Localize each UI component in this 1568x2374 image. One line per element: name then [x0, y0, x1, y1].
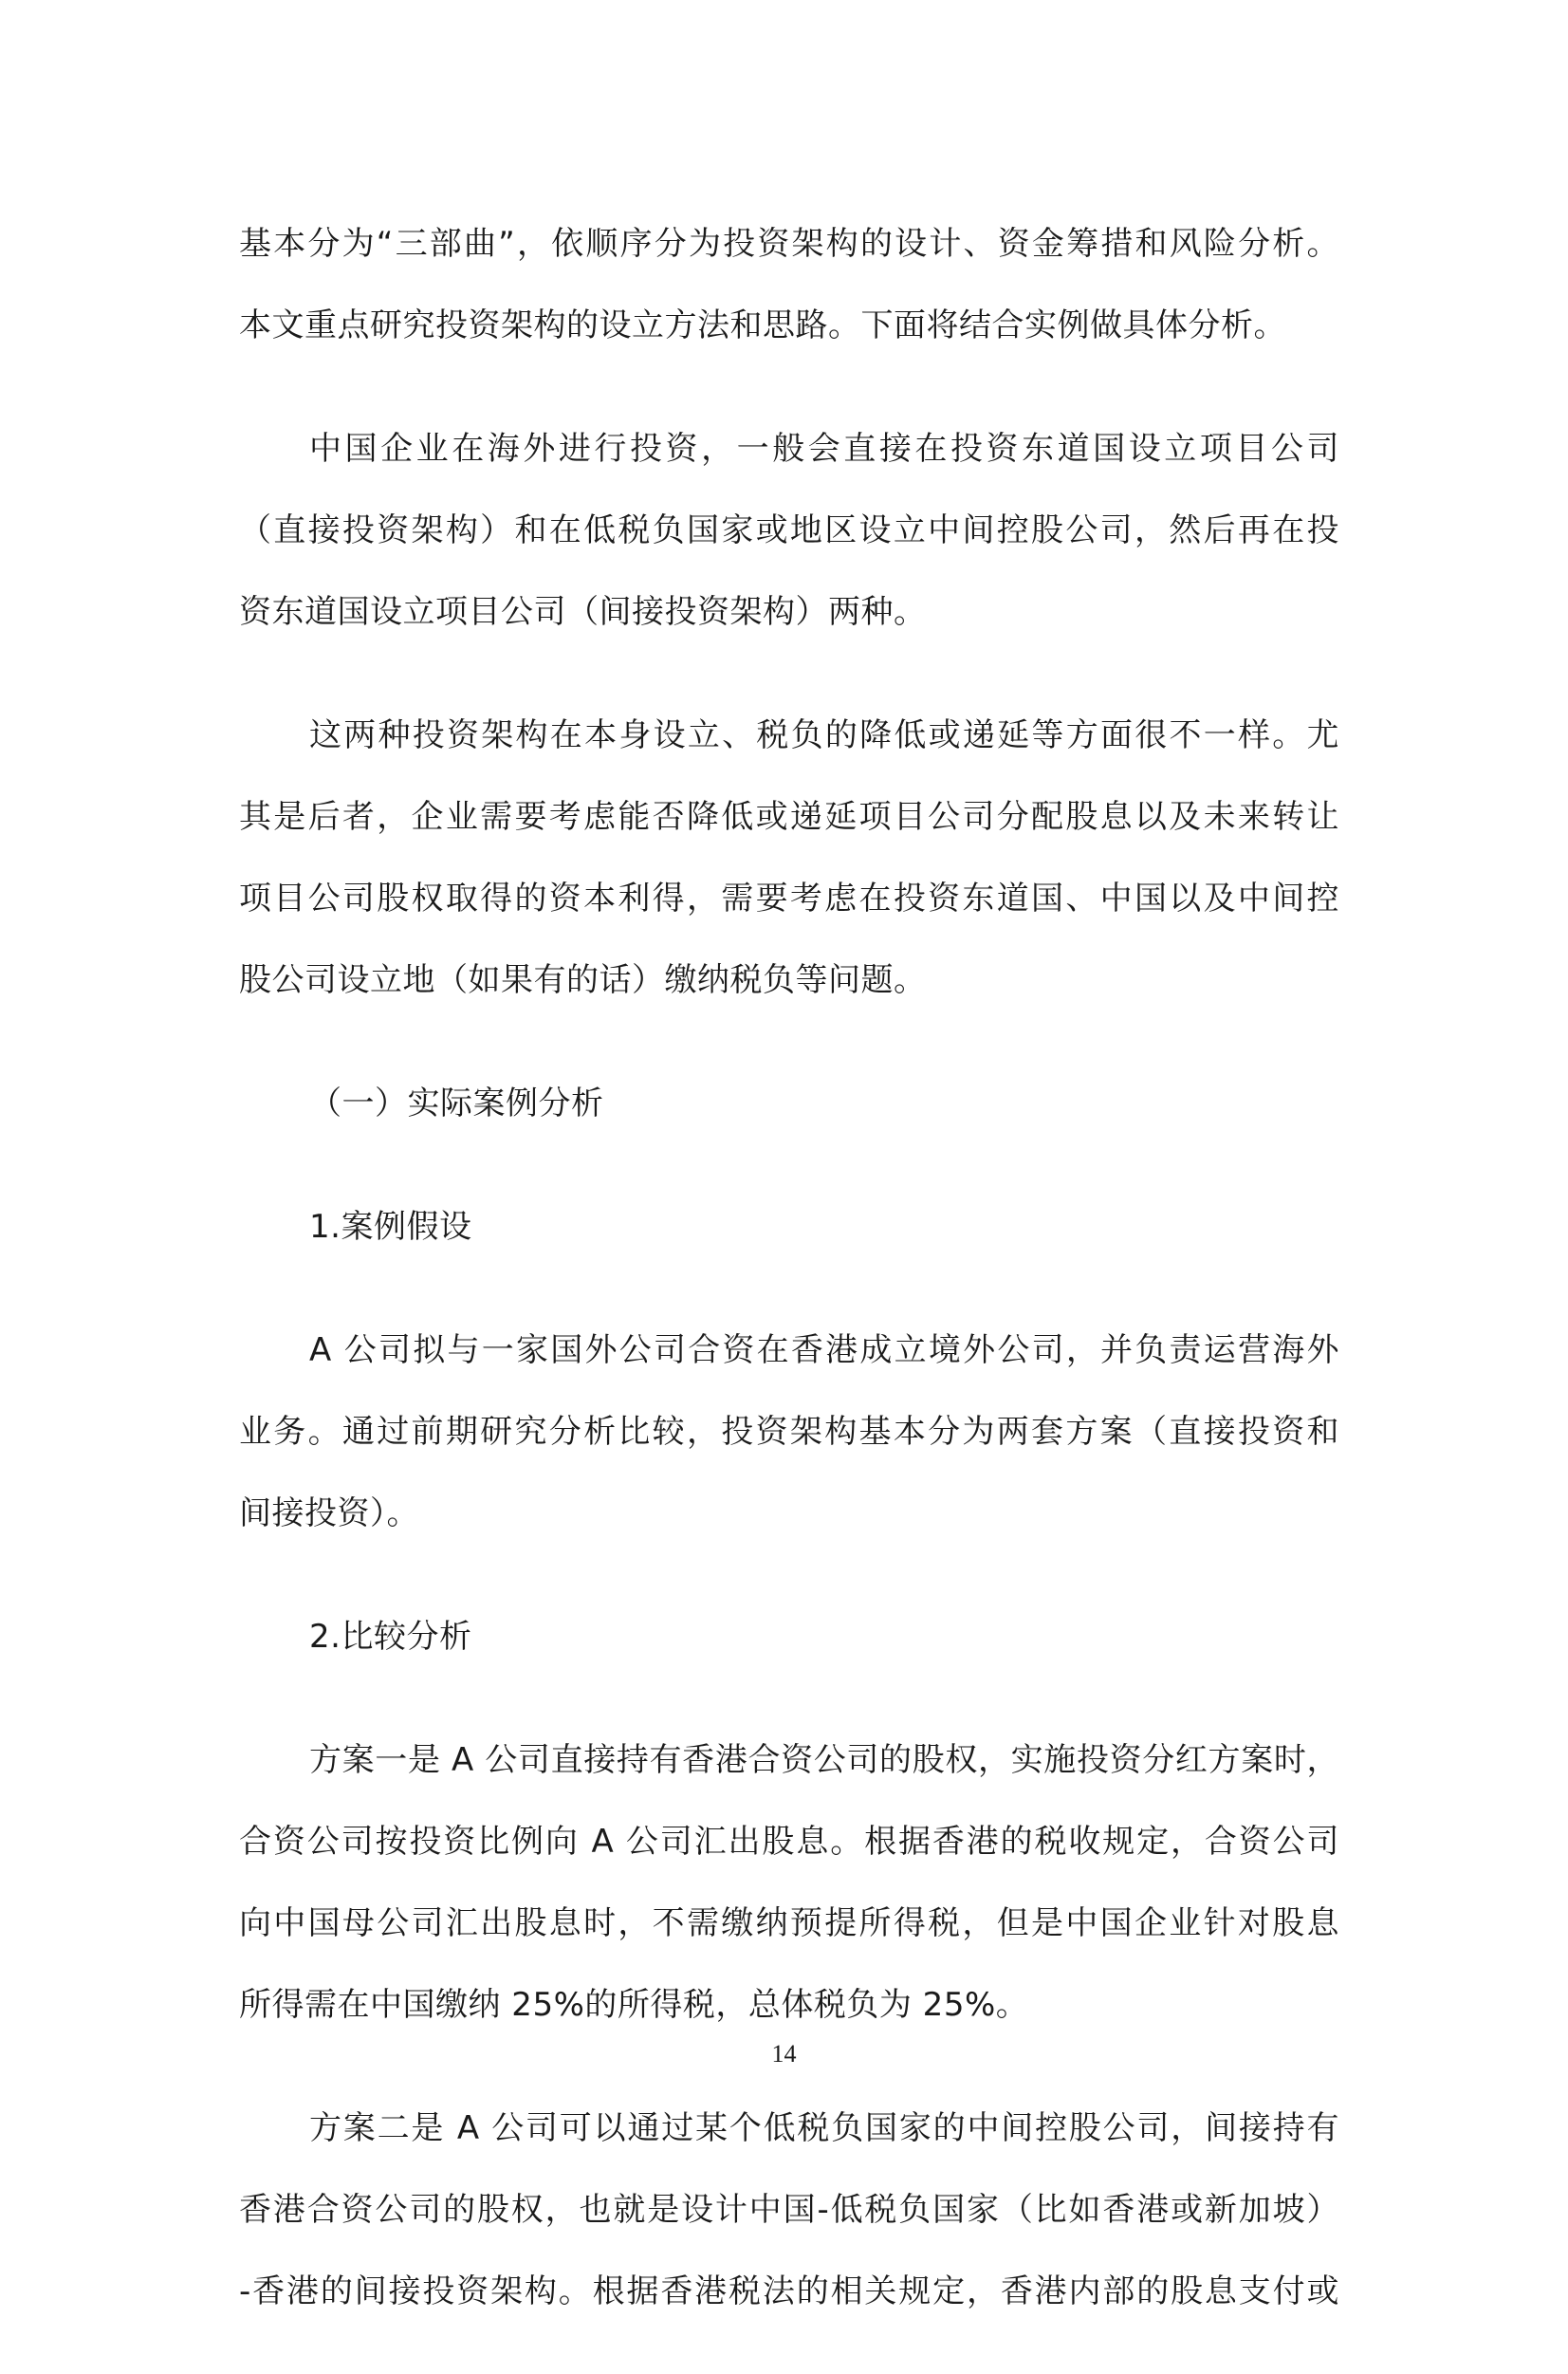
text-line: 业务。通过前期研究分析比较，投资架构基本分为两套方案（直接投资和 [239, 1413, 1339, 1451]
paragraph-plan-one [239, 1719, 1339, 2046]
text-line: 向中国母公司汇出股息时，不需缴纳预提所得税，但是中国企业针对股息 [239, 1904, 1339, 1942]
text-line: 方案二是 A 公司可以通过某个低税负国家的中间控股公司，间接持有 [309, 2109, 1339, 2147]
text-line: 这两种投资架构在本身设立、税负的降低或递延等方面很不一样。尤 [309, 716, 1339, 754]
text-line: 本文重点研究投资架构的设立方法和思路。下面将结合实例做具体分析。 [239, 306, 1286, 344]
text-line: （直接投资架构）和在低税负国家或地区设立中间控股公司，然后再在投 [239, 511, 1339, 549]
text-line: 方案一是 A 公司直接持有香港合资公司的股权，实施投资分红方案时， [309, 1741, 1339, 1779]
text-line: -香港的间接投资架构。根据香港税法的相关规定，香港内部的股息支付或 [239, 2272, 1339, 2310]
paragraph-structure-differences [239, 695, 1339, 1021]
subheading-case-assumption [239, 1186, 1339, 1268]
section-heading-case-analysis [239, 1063, 1339, 1144]
text-line: 资东道国设立项目公司（间接投资架构）两种。 [239, 593, 927, 631]
text-line: 其是后者，企业需要考虑能否降低或递延项目公司分配股息以及未来转让 [239, 798, 1339, 836]
text-line: 项目公司股权取得的资本利得，需要考虑在投资东道国、中国以及中间控 [239, 880, 1339, 918]
subheading-comparison [239, 1596, 1339, 1678]
page-number: 14 [771, 2040, 797, 2068]
paragraph-investment-structures [239, 408, 1339, 653]
text-line: 合资公司按投资比例向 A 公司汇出股息。根据香港的税收规定，合资公司 [239, 1823, 1339, 1861]
text-line: 基本分为“三部曲”，依顺序分为投资架构的设计、资金筹措和风险分析。 [239, 225, 1339, 263]
paragraph-case-assumption [239, 1309, 1339, 1554]
text-line: 香港合资公司的股权，也就是设计中国-低税负国家（比如香港或新加坡） [239, 2191, 1339, 2229]
text-line: 间接投资）。 [239, 1494, 419, 1532]
heading-text: 1.案例假设 [309, 1208, 472, 1246]
text-line: A 公司拟与一家国外公司合资在香港成立境外公司，并负责运营海外 [309, 1331, 1339, 1369]
text-line: 所得需在中国缴纳 25%的所得税，总体税负为 25%。 [239, 1986, 1029, 2024]
paragraph-continuation [239, 203, 1339, 366]
heading-text: （一）实际案例分析 [309, 1085, 604, 1122]
text-line: 股公司设立地（如果有的话）缴纳税负等问题。 [239, 961, 927, 999]
text-line: 中国企业在海外进行投资，一般会直接在投资东道国设立项目公司 [309, 430, 1339, 468]
heading-text: 2.比较分析 [309, 1618, 472, 1656]
paragraph-plan-two [239, 2087, 1339, 2332]
